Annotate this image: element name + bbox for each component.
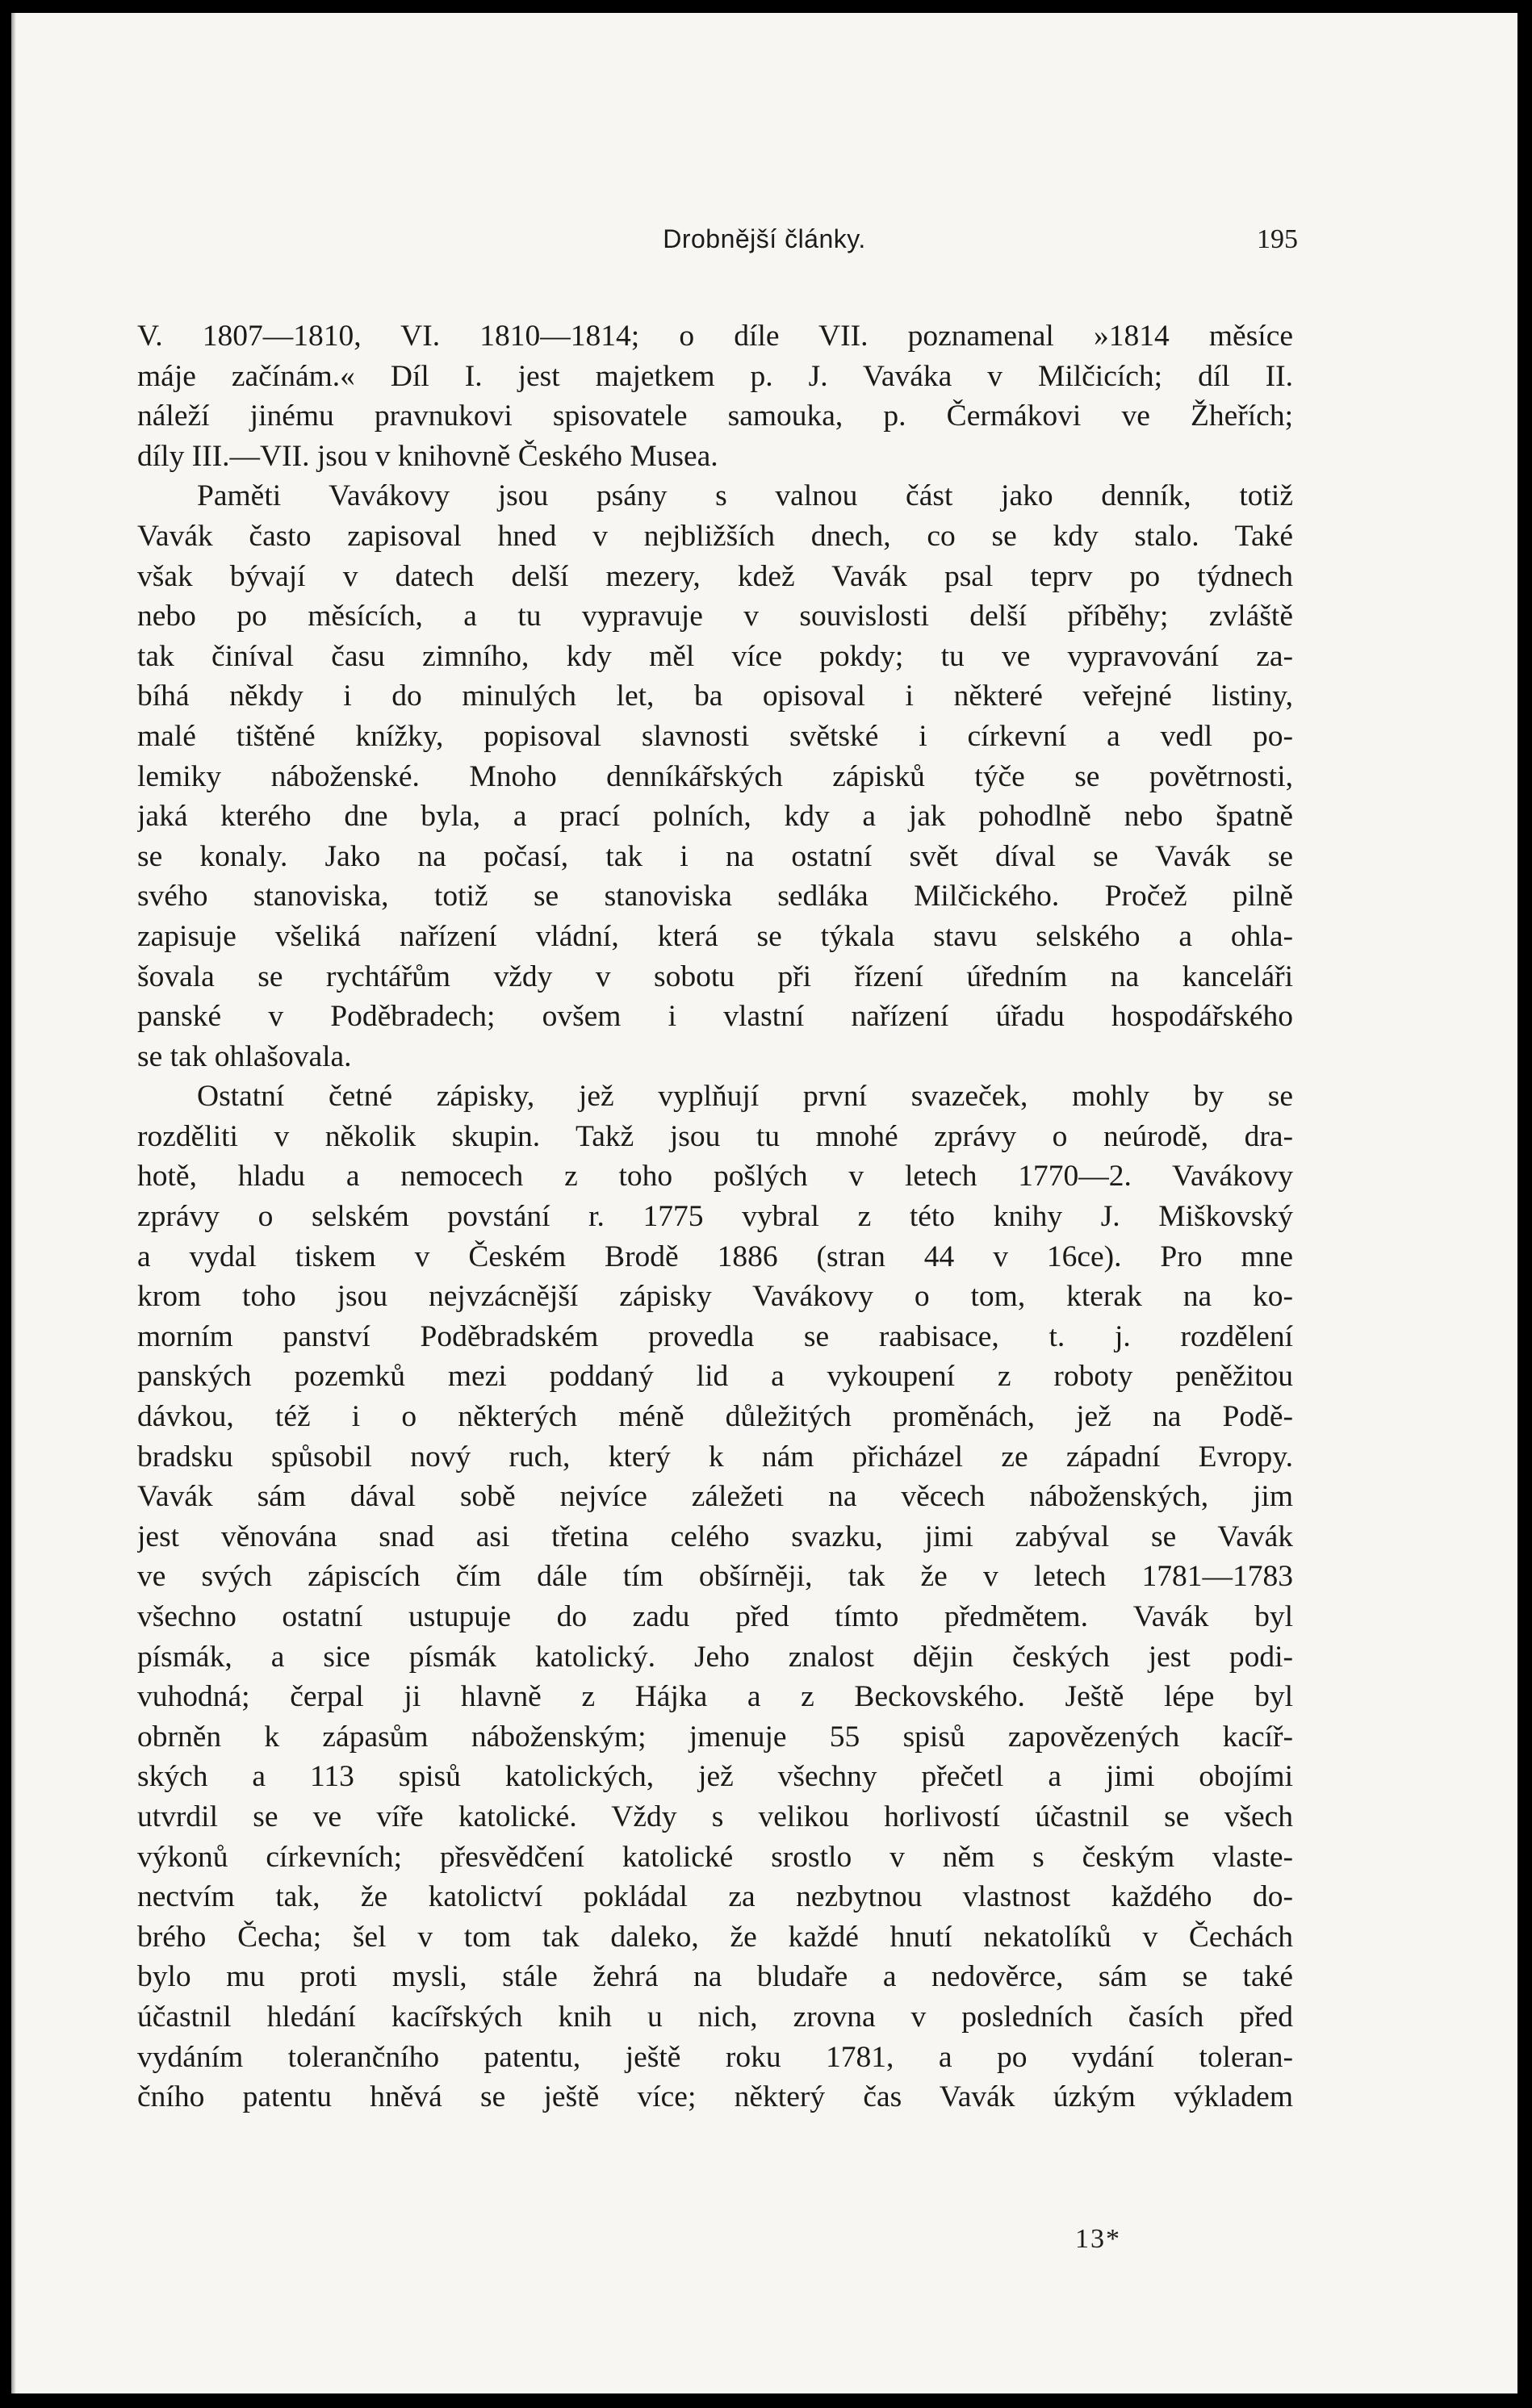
text-line: tak činíval času zimního, kdy měl více pokdy; tu ve vypravování za- bbox=[137, 639, 1293, 673]
text-line: malé tištěné knížky, popisoval slavnosti světské i církevní a vedl po- bbox=[137, 719, 1293, 753]
text-line: panských pozemků mezi poddaný lid a vykoupení z roboty peněžitou bbox=[137, 1360, 1293, 1394]
text-line: účastnil hledání kacířských knih u nich, zrovna v posledních časích před bbox=[137, 2000, 1293, 2034]
text-line: zprávy o selském povstání r. 1775 vybral z této knihy J. Miškovský bbox=[137, 1200, 1293, 1234]
text-line: lemiky náboženské. Mnoho denníkářských zápisků týče se povětrnosti, bbox=[137, 759, 1293, 793]
text-line: máje začínám.« Díl I. jest majetkem p. J. Vaváka v Milčicích; díl II. bbox=[137, 359, 1293, 393]
text-line: rozděliti v několik skupin. Takž jsou tu mnohé zprávy o neúrodě, dra- bbox=[137, 1119, 1293, 1153]
text-line: se konaly. Jako na počasí, tak i na ostatní svět díval se Vavák se bbox=[137, 839, 1293, 873]
text-line: Vavák sám dával sobě nejvíce záležeti na věcech náboženských, jim bbox=[137, 1480, 1293, 1514]
text-line: jest věnována snad asi třetina celého svazku, jimi zabýval se Vavák bbox=[137, 1520, 1293, 1553]
book-page bbox=[11, 13, 1517, 2393]
text-line: jaká kterého dne byla, a prací polních, kdy a jak pohodlně nebo špatně bbox=[137, 800, 1293, 834]
text-line: Paměti Vavákovy jsou psány s valnou část jako denník, totiž bbox=[197, 479, 1293, 513]
text-line: zapisuje všeliká nařízení vládní, která se týkala stavu selského a ohla- bbox=[137, 919, 1293, 953]
text-line: nectvím tak, že katolictví pokládal za nezbytnou vlastnost každého do- bbox=[137, 1880, 1293, 1914]
text-line: šovala se rychtářům vždy v sobotu při řízení úředním na kanceláři bbox=[137, 959, 1293, 993]
text-line: Vavák často zapisoval hned v nejbližších dnech, co se kdy stalo. Také bbox=[137, 519, 1293, 553]
text-line: dávkou, též i o některých méně důležitých proměnách, jež na Podě- bbox=[137, 1400, 1293, 1434]
page-header bbox=[11, 224, 1517, 260]
text-line: utvrdil se ve víře katolické. Vždy s velikou horlivostí účastnil se všech bbox=[137, 1800, 1293, 1833]
text-line: ských a 113 spisů katolických, jež všechny přečetl a jimi obojími bbox=[137, 1760, 1293, 1794]
body-text bbox=[137, 316, 1293, 2117]
text-line: Ostatní četné zápisky, jež vyplňují první svazeček, mohly by se bbox=[197, 1080, 1293, 1114]
text-line: nebo po měsících, a tu vypravuje v souvislosti delší příběhy; zvláště bbox=[137, 600, 1293, 633]
text-line: krom toho jsou nejvzácnější zápisky Vavákovy o tom, kterak na ko- bbox=[137, 1280, 1293, 1314]
text-line: bylo mu proti mysli, stále žehrá na bludaře a nedověrce, sám se také bbox=[137, 1960, 1293, 1994]
text-line: hotě, hladu a nemocech z toho pošlých v letech 1770—2. Vavákovy bbox=[137, 1160, 1293, 1194]
text-line: a vydal tiskem v Českém Brodě 1886 (stran 44 v 16ce). Pro mne bbox=[137, 1240, 1293, 1273]
text-line: svého stanoviska, totiž se stanoviska sedláka Milčického. Pročež pilně bbox=[137, 880, 1293, 913]
page-number: 195 bbox=[1257, 224, 1298, 254]
running-title: Drobnější články. bbox=[663, 224, 866, 253]
text-line: ve svých zápiscích čím dále tím obšírněji, tak že v letech 1781—1783 bbox=[137, 1560, 1293, 1594]
text-line: panské v Poděbradech; ovšem i vlastní nařízení úřadu hospodářského bbox=[137, 1000, 1293, 1034]
text-line: výkonů církevních; přesvědčení katolické srostlo v něm s českým vlaste- bbox=[137, 1840, 1293, 1874]
text-line: bradsku spůsobil nový ruch, který k nám přicházel ze západní Evropy. bbox=[137, 1440, 1293, 1474]
page-gutter-shadow bbox=[11, 13, 16, 2393]
text-line: bíhá někdy i do minulých let, ba opisoval i některé veřejné listiny, bbox=[137, 679, 1293, 713]
text-line: náleží jinému pravnukovi spisovatele samouka, p. Čermákovi ve Žheřích; bbox=[137, 399, 1293, 433]
text-line: vuhodná; čerpal ji hlavně z Hájka a z Beckovského. Ještě lépe byl bbox=[137, 1680, 1293, 1714]
text-line: však bývají v datech delší mezery, kdež Vavák psal teprv po týdnech bbox=[137, 559, 1293, 593]
text-line: díly III.—VII. jsou v knihovně Českého Musea. bbox=[137, 439, 718, 473]
text-line: V. 1807—1810, VI. 1810—1814; o díle VII. poznamenal »1814 měsíce bbox=[137, 320, 1293, 353]
text-line: obrněn k zápasům náboženským; jmenuje 55 spisů zapovězených kacíř- bbox=[137, 1720, 1293, 1754]
text-line: všechno ostatní ustupuje do zadu před tímto předmětem. Vavák byl bbox=[137, 1600, 1293, 1633]
text-line: se tak ohlašovala. bbox=[137, 1039, 352, 1073]
text-line: vydáním tolerančního patentu, ještě roku 1781, a po vydání toleran- bbox=[137, 2040, 1293, 2074]
text-line: čního patentu hněvá se ještě více; některý čas Vavák úzkým výkladem bbox=[137, 2080, 1293, 2114]
text-line: písmák, a sice písmák katolický. Jeho znalost dějin českých jest podi- bbox=[137, 1640, 1293, 1674]
signature-mark: 13* bbox=[1075, 2224, 1121, 2254]
text-line: morním panství Poděbradském provedla se raabisace, t. j. rozdělení bbox=[137, 1319, 1293, 1353]
text-line: brého Čecha; šel v tom tak daleko, že každé hnutí nekatolíků v Čechách bbox=[137, 1920, 1293, 1954]
